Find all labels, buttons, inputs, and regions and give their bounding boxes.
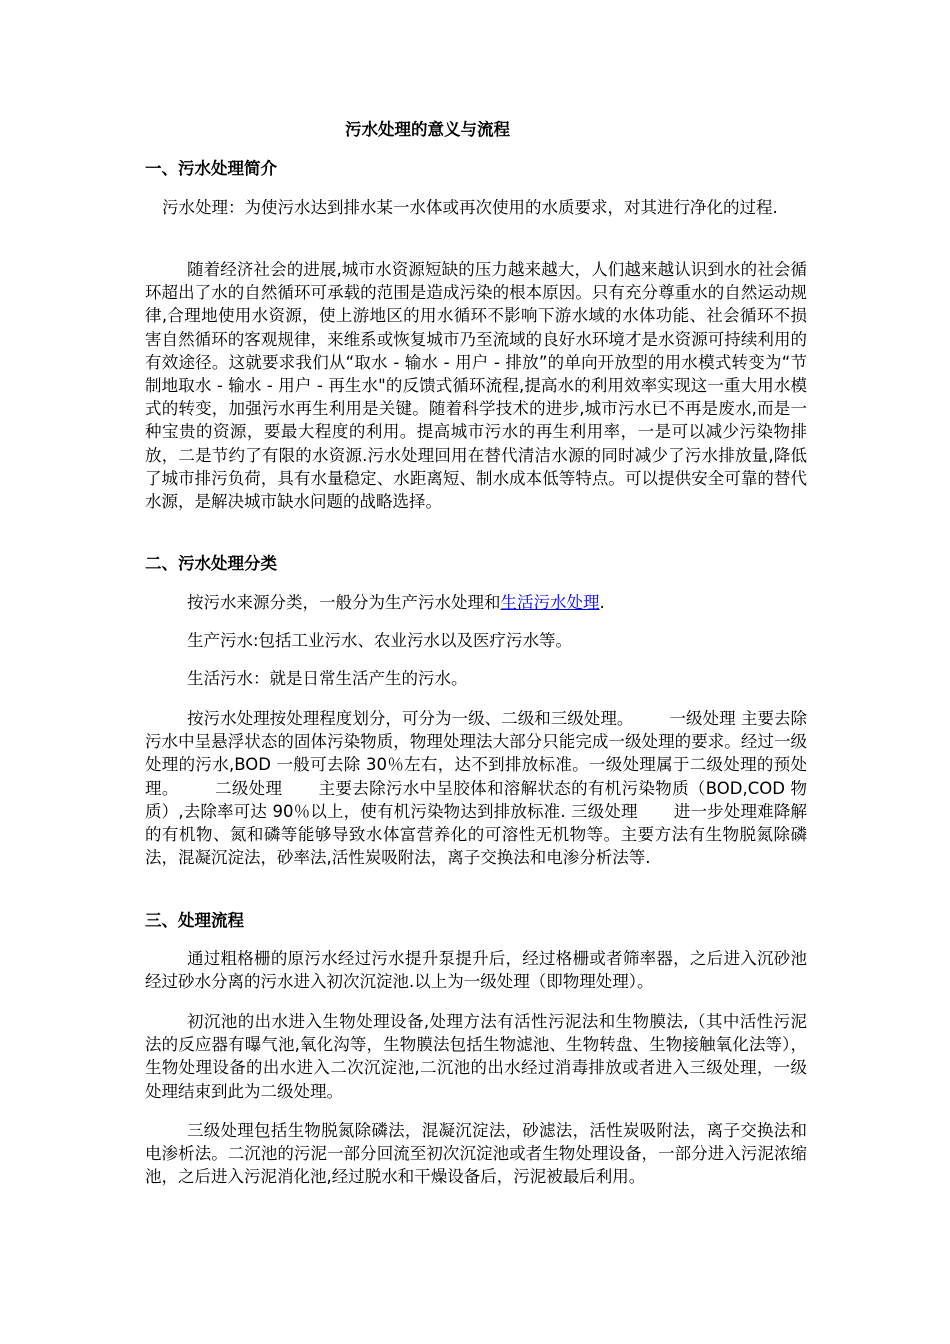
- paragraph-secondary-process: 初沉池的出水进入生物处理设备,处理方法有活性污泥法和生物膜法,（其中活性污泥法的反应器有曝气池,氧化沟等，生物膜法包括生物滤池、生物转盘、生物接触氧化法等），生物处理设备的出水进入二次沉淀池,二沉池的出水经过消毒排放或者进入三级处理，一级处理结束到此为二级处理。: [145, 1012, 807, 1101]
- source-classification-text: 按污水来源分类，一般分为生产污水处理和: [187, 593, 501, 612]
- source-classification-end: .: [599, 593, 605, 612]
- section-heading-classification: 二、污水处理分类: [145, 554, 277, 573]
- paragraph-definition: 污水处理：为使污水达到排水某一水体或再次使用的水质要求，对其进行净化的过程.: [162, 198, 778, 217]
- secondary-text: 主要去除污水中呈胶体和溶解状态的有机污染物质（BOD,COD 物质）,去除率可达 90％以上，使有机污染物达到排放标准.: [145, 778, 808, 821]
- paragraph-primary-process: 通过粗格栅的原污水经过污水提升泵提升后，经过格栅或者筛率器，之后进入沉砂池经过砂水分离的污水进入初次沉淀池.以上为一级处理（即物理处理）。: [145, 949, 807, 992]
- primary-text: 主要去除污水中呈悬浮状态的固体污染物质，物理处理法大部分只能完成一级处理的要求。经过一级处理的污水,BOD 一般可去除 30％左右，达不到排放标准。一级处理属于二级处理的预处理。: [145, 709, 808, 798]
- tertiary-text: 进一步处理难降解的有机物、氮和磷等能够导致水体富营养化的可溶性无机物等。主要方法有生物脱氮除磷法，混凝沉淀法，砂率法,活性炭吸附法，离子交换法和电渗分析法等.: [145, 801, 808, 868]
- paragraph-treatment-levels: [145, 707, 807, 869]
- document-title: 污水处理的意义与流程: [345, 120, 510, 139]
- paragraph-source-classification: [145, 591, 807, 614]
- domestic-sewage-link[interactable]: 生活污水处理: [500, 593, 600, 612]
- primary-label: 一级处理: [669, 709, 736, 728]
- tertiary-label: 三级处理: [571, 801, 638, 821]
- section-heading-intro: 一、污水处理简介: [145, 159, 277, 178]
- secondary-label: 二级处理: [214, 778, 283, 798]
- paragraph-tertiary-process: 三级处理包括生物脱氮除磷法，混凝沉淀法，砂滤法，活性炭吸附法，离子交换法和电渗析法。二沉池的污泥一部分回流至初次沉淀池或者生物处理设备，一部分进入污泥浓缩池，之后进入污泥消化池,经过脱水和干燥设备后，污泥被最后利用。: [145, 1121, 807, 1187]
- section-heading-process: 三、处理流程: [145, 911, 244, 930]
- paragraph-domestic-sewage: 生活污水：就是日常生活产生的污水。: [187, 669, 468, 688]
- paragraph-background: 随着经济社会的进展,城市水资源短缺的压力越来越大，人们越来越认识到水的社会循环超出了水的自然循环可承载的范围是造成污染的根本原因。只有充分尊重水的自然运动规律,合理地使用水资源，使上游地区的用水循环不影响下游水域的水体功能、社会循环不损害自然循环的客观规律，来维系或恢复城市乃至流域的良好水环境才是水资源可持续利用的有效途径。这就要求我们从“取水 - 输水 - 用户 - 排放”的单向开放型的用水模式转变为“节制地取水 - 输水 - 用户 - 再生水"的反馈式循环流程,提高水的利用效率实现这一重大用水模式的转变，加强污水再生利用是关键。随着科学技术的进步,城市污水已不再是废水,而是一种宝贵的资源，要最大程度的利用。提高城市污水的再生利用率，一是可以减少污染物排放，二是节约了有限的水资源.污水处理回用在替代清洁水源的同时减少了污水排放量,降低了城市排污负荷，具有水量稳定、水距离短、制水成本低等特点。可以提供安全可靠的替代水源，是解决城市缺水问题的战略选择。: [145, 260, 807, 512]
- paragraph-industrial-sewage: 生产污水:包括工业污水、农业污水以及医疗污水等。: [187, 631, 573, 650]
- levels-intro: 按污水处理按处理程度划分，可分为一级、二级和三级处理。: [187, 709, 634, 728]
